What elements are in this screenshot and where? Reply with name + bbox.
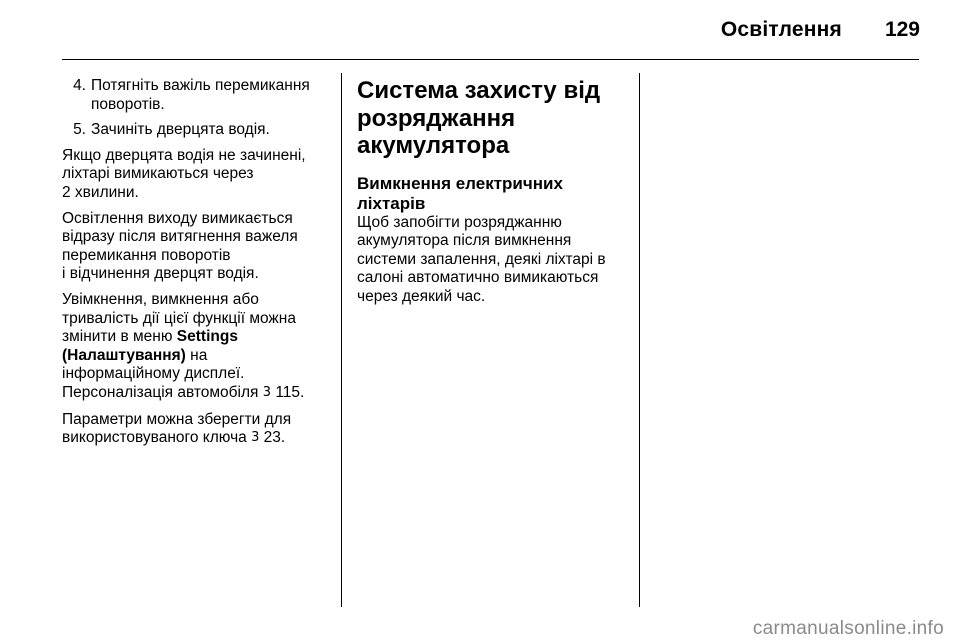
list-item-text: Потягніть важіль перемикання поворотів. xyxy=(91,77,310,113)
paragraph-settings xyxy=(62,291,332,404)
page-reference[interactable]: 23. xyxy=(259,429,286,447)
list-item-text: Зачиніть дверцята водія. xyxy=(91,121,270,139)
middle-column xyxy=(357,77,629,313)
page-reference-icon: 3 xyxy=(262,384,272,400)
paragraph-text: Персоналізація автомобіля xyxy=(62,383,263,401)
list-item xyxy=(62,77,332,114)
paragraph-text: на xyxy=(185,346,208,364)
section-heading: Система захисту від розряджання акумулятора xyxy=(357,77,601,159)
paragraph-exit-lighting xyxy=(62,210,332,284)
list-item-number: 5. xyxy=(73,121,86,139)
page-reference[interactable]: 115. xyxy=(271,383,305,401)
list-item xyxy=(62,121,332,140)
paragraph-text: Параметри можна зберегти для використовуваного ключа xyxy=(62,410,292,447)
paragraph-text: 2 хвилини. xyxy=(62,183,139,201)
watermark: carmanualsonline.info xyxy=(752,618,944,639)
page-title: Освітлення xyxy=(720,18,842,41)
paragraph-door-timeout xyxy=(62,147,332,203)
paragraph-key-memory xyxy=(62,411,332,449)
subsection-heading: Вимкнення електричних ліхтарів xyxy=(357,173,563,213)
paragraph-battery-saver: Щоб запобігти розряджанню акумулятора після вимкнення системи запалення, деякі ліхтарі в салоні автоматично вимикаються через деякий час. xyxy=(357,213,606,305)
paragraph-text: Увімкнення, вимкнення або тривалість дії цієї функції можна змінити в меню xyxy=(62,290,296,346)
page-reference-icon: 3 xyxy=(251,430,260,446)
column-divider-right xyxy=(639,73,640,607)
header-divider xyxy=(62,59,919,60)
settings-menu-label: Settings (Налаштування) xyxy=(62,328,238,364)
paragraph-text: і відчинення дверцят водія. xyxy=(62,265,259,283)
list-item-number: 4. xyxy=(73,77,86,94)
paragraph-text: Освітлення виходу вимикається відразу після витягнення важеля перемикання поворотів xyxy=(62,209,298,264)
page-header xyxy=(0,0,960,60)
paragraph-text: Якщо дверцята водія не зачинені, ліхтарі вимикаються через xyxy=(62,146,306,183)
paragraph-text: інформаційному дисплеї. xyxy=(62,365,245,383)
column-divider-left xyxy=(341,73,342,607)
page-number: 129 xyxy=(884,18,920,41)
left-column xyxy=(62,77,332,456)
